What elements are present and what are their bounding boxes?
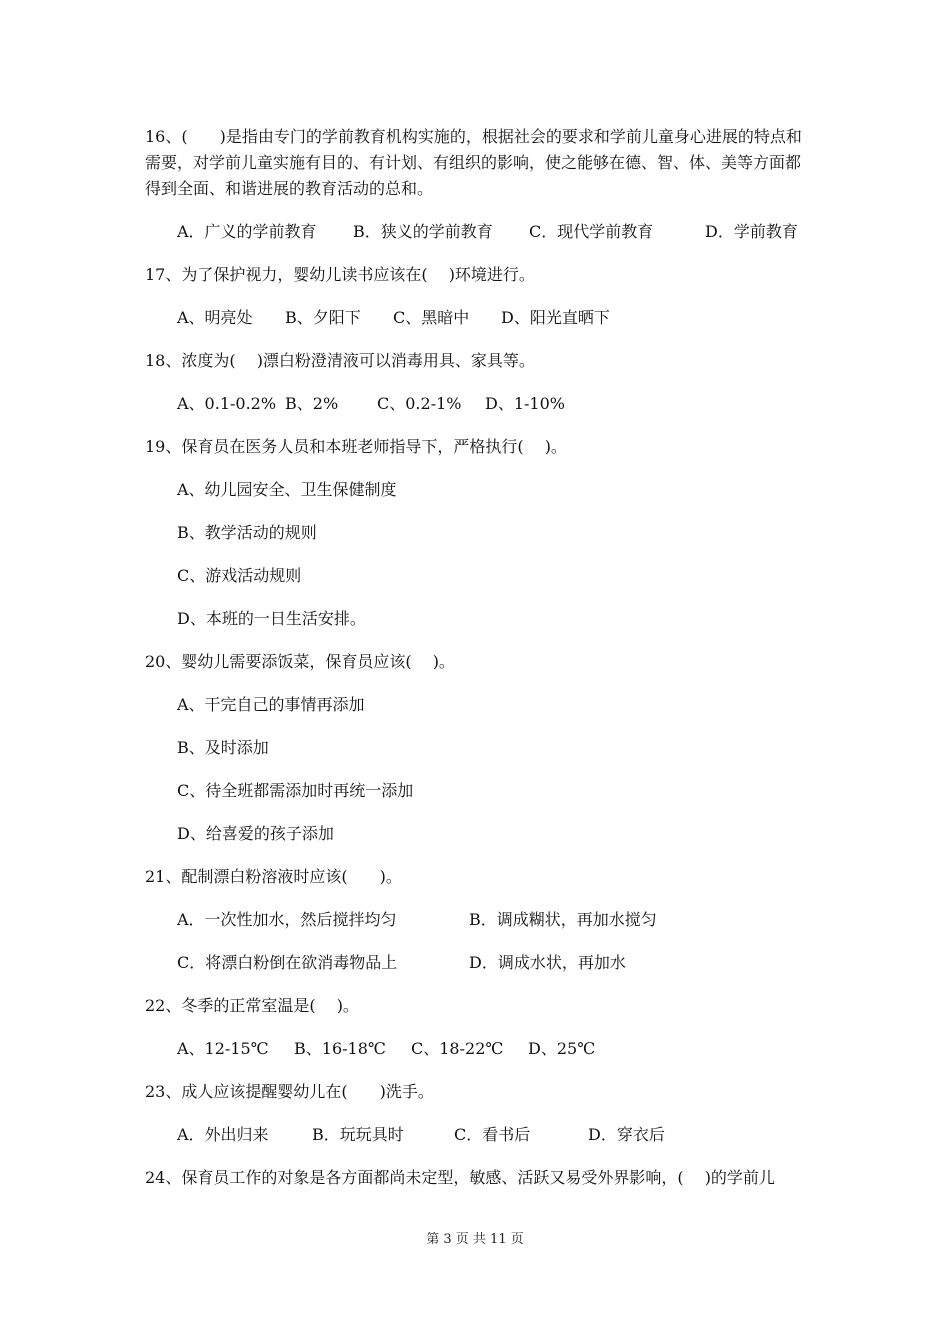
option-17-b: B、夕阳下: [285, 308, 361, 327]
option-18-d: D、1-10%: [485, 394, 565, 413]
option-20-c: C、待全班都需添加时再统一添加: [177, 781, 414, 800]
option-22-b: B、16-18℃: [294, 1039, 386, 1058]
option-20-b: B、及时添加: [177, 738, 269, 757]
option-16-a: A．广义的学前教育: [177, 222, 317, 241]
question-21: 21、配制漂白粉溶液时应该( )。: [145, 867, 402, 886]
option-16-d: D．学前教育: [705, 222, 798, 241]
option-18-c: C、0.2-1%: [377, 394, 462, 413]
option-21-a: A．一次性加水，然后搅拌均匀: [177, 910, 397, 929]
option-16-c: C．现代学前教育: [529, 222, 654, 241]
question-20: 20、婴幼儿需要添饭菜，保育员应该( )。: [145, 652, 455, 671]
option-18-a: A、0.1-0.2%: [177, 394, 277, 413]
question-23: 23、成人应该提醒婴幼儿在( )洗手。: [145, 1082, 434, 1101]
question-17: 17、为了保护视力，婴幼儿读书应该在( )环境进行。: [145, 265, 535, 284]
option-19-c: C、游戏活动规则: [177, 566, 302, 585]
question-19: 19、保育员在医务人员和本班老师指导下，严格执行( )。: [145, 437, 567, 456]
option-23-a: A．外出归来: [177, 1125, 269, 1144]
question-23-options: [145, 1122, 810, 1148]
option-21-d: D．调成水状，再加水: [469, 953, 626, 972]
question-16-options: [145, 219, 810, 245]
option-16-b: B．狭义的学前教育: [353, 222, 493, 241]
question-21-options-row-2: [145, 950, 810, 976]
exam-content: [145, 124, 810, 1191]
option-17-c: C、黑暗中: [393, 308, 470, 327]
question-22-options: [145, 1036, 810, 1062]
question-18: 18、浓度为( )漂白粉澄清液可以消毒用具、家具等。: [145, 351, 535, 370]
question-18-options: [145, 391, 810, 417]
question-24: 24、保育员工作的对象是各方面都尚未定型，敏感、活跃又易受外界影响，( )的学前儿: [145, 1168, 775, 1187]
question-22: 22、冬季的正常室温是( )。: [145, 996, 359, 1015]
question-17-options: [145, 305, 810, 331]
option-22-a: A、12-15℃: [177, 1039, 269, 1058]
question-16: 16、( )是指由专门的学前教育机构实施的，根据社会的要求和学前儿童身心进展的特点和需要，对学前儿童实施有目的、有计划、有组织的影响，使之能够在德、智、体、美等方面都得到全面、和谐进展的教育活动的总和。: [145, 127, 802, 198]
option-21-b: B．调成糊状，再加水搅匀: [469, 910, 657, 929]
option-19-d: D、本班的一日生活安排。: [177, 609, 366, 628]
page-footer: 第 3 页 共 11 页: [426, 1232, 524, 1247]
option-20-a: A、干完自己的事情再添加: [177, 695, 365, 714]
option-23-d: D．穿衣后: [588, 1125, 665, 1144]
option-23-b: B．玩玩具时: [312, 1125, 404, 1144]
option-19-b: B、教学活动的规则: [177, 523, 317, 542]
option-21-c: C．将漂白粉倒在欲消毒物品上: [177, 953, 398, 972]
option-19-a: A、幼儿园安全、卫生保健制度: [177, 480, 397, 499]
question-21-options-row-1: [145, 907, 810, 933]
option-22-d: D、25℃: [528, 1039, 596, 1058]
option-18-b: B、2%: [285, 394, 339, 413]
option-22-c: C、18-22℃: [411, 1039, 504, 1058]
option-17-a: A、明亮处: [177, 308, 253, 327]
option-17-d: D、阳光直晒下: [501, 308, 610, 327]
option-20-d: D、给喜爱的孩子添加: [177, 824, 334, 843]
option-23-c: C．看书后: [454, 1125, 531, 1144]
